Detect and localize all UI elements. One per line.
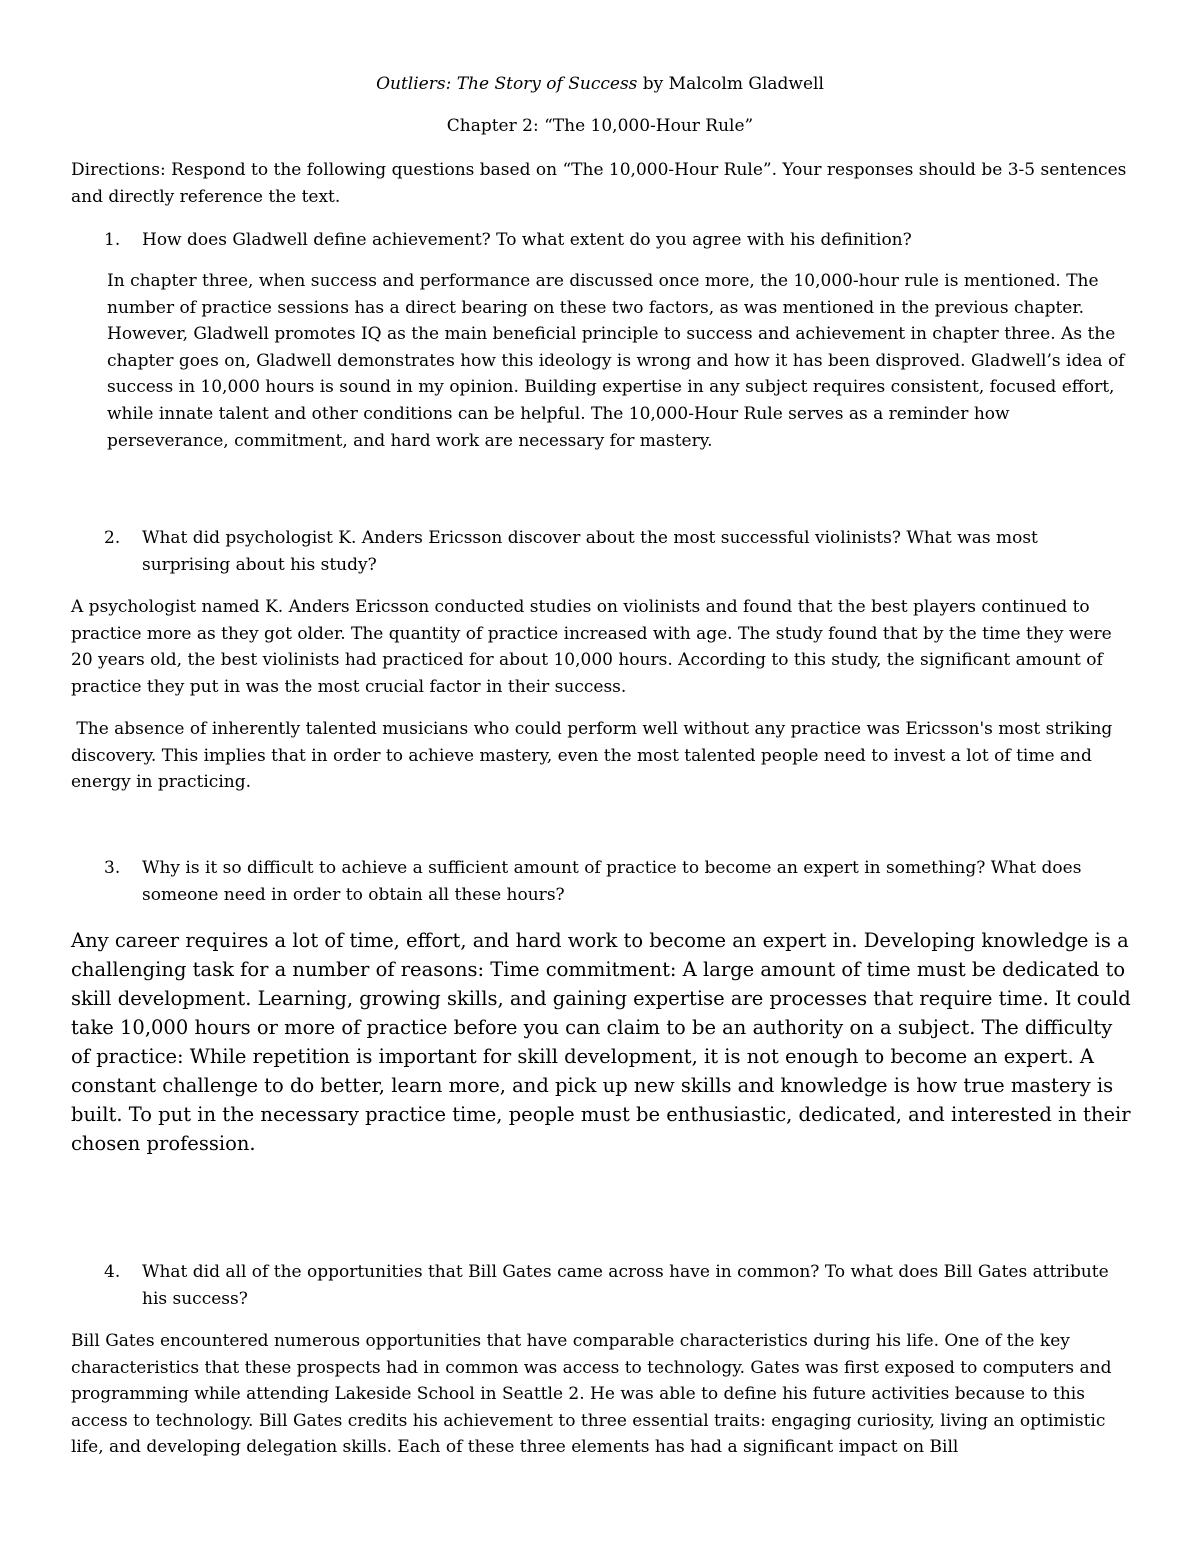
question-text: Why is it so difficult to achieve a sufficient amount of practice to become an expert in something? What does someone need in order to obtain all these hours?	[142, 858, 1082, 905]
chapter-heading: Chapter 2: “The 10,000-Hour Rule”	[446, 116, 754, 136]
author-byline: by Malcolm Gladwell	[637, 74, 824, 94]
question-text: What did psychologist K. Anders Ericsson discover about the most successful violinists? What was most surprising about his study?	[142, 528, 1038, 575]
question-number: 1.	[104, 230, 121, 250]
question-text: How does Gladwell define achievement? To what extent do you agree with his definition?	[142, 230, 912, 250]
question-number: 2.	[104, 528, 121, 548]
directions-text: Directions: Respond to the following questions based on “The 10,000-Hour Rule”. Your responses should be 3-5 sentences and directly reference the text.	[71, 160, 1127, 207]
answer-2-paragraph-2: The absence of inherently talented musicians who could perform well without any practice was Ericsson's most striking discovery. This implies that in order to achieve mastery, even the most talented people need to invest a lot of time and energy in practicing.	[71, 719, 1118, 793]
answer-4: Bill Gates encountered numerous opportunities that have comparable characteristics during his life. One of the key characteristics that these prospects had in common was access to technology. Gates was first exposed to computers and programming while attending Lakeside School in Seattle 2. He was able to define his future activities because to this access to technology. Bill Gates credits his achievement to three essential traits: engaging curiosity, living an optimistic life, and developing delegation skills. Each of these three elements has had a significant impact on Bill	[71, 1331, 1112, 1458]
question-number: 3.	[104, 858, 121, 878]
question-number: 4.	[104, 1262, 121, 1282]
answer-1: In chapter three, when success and performance are discussed once more, the 10,000-hour rule is mentioned. The number of practice sessions has a direct bearing on these two factors, as was mentioned in the previous chapter. However, Gladwell promotes IQ as the main beneficial principle to success and achievement in chapter three. As the chapter goes on, Gladwell demonstrates how this ideology is wrong and how it has been disproved. Gladwell’s idea of success in 10,000 hours is sound in my opinion. Building expertise in any subject requires consistent, focused effort, while innate talent and other conditions can be helpful. The 10,000-Hour Rule serves as a reminder how perseverance, commitment, and hard work are necessary for mastery.	[107, 271, 1125, 451]
document-title	[0, 73, 1200, 95]
answer-3: Any career requires a lot of time, effort, and hard work to become an expert in. Developing knowledge is a challenging task for a number of reasons: Time commitment: A large amount of time must be dedicated to skill development. Learning, growing skills, and gaining expertise are processes that require time. It could take 10,000 hours or more of practice before you can claim to be an authority on a subject. The difficulty of practice: While repetition is important for skill development, it is not enough to become an expert. A constant challenge to do better, learn more, and pick up new skills and knowledge is how true mastery is built. To put in the necessary practice time, people must be enthusiastic, dedicated, and interested in their chosen profession.	[71, 929, 1131, 1155]
question-text: What did all of the opportunities that Bill Gates came across have in common? To what does Bill Gates attribute his success?	[142, 1262, 1109, 1309]
book-title: Outliers: The Story of Success	[376, 74, 638, 94]
answer-2-paragraph-1: A psychologist named K. Anders Ericsson conducted studies on violinists and found that the best players continued to practice more as they got older. The quantity of practice increased with age. The study found that by the time they were 20 years old, the best violinists had practiced for about 10,000 hours. According to this study, the significant amount of practice they put in was the most crucial factor in their success.	[71, 597, 1112, 697]
